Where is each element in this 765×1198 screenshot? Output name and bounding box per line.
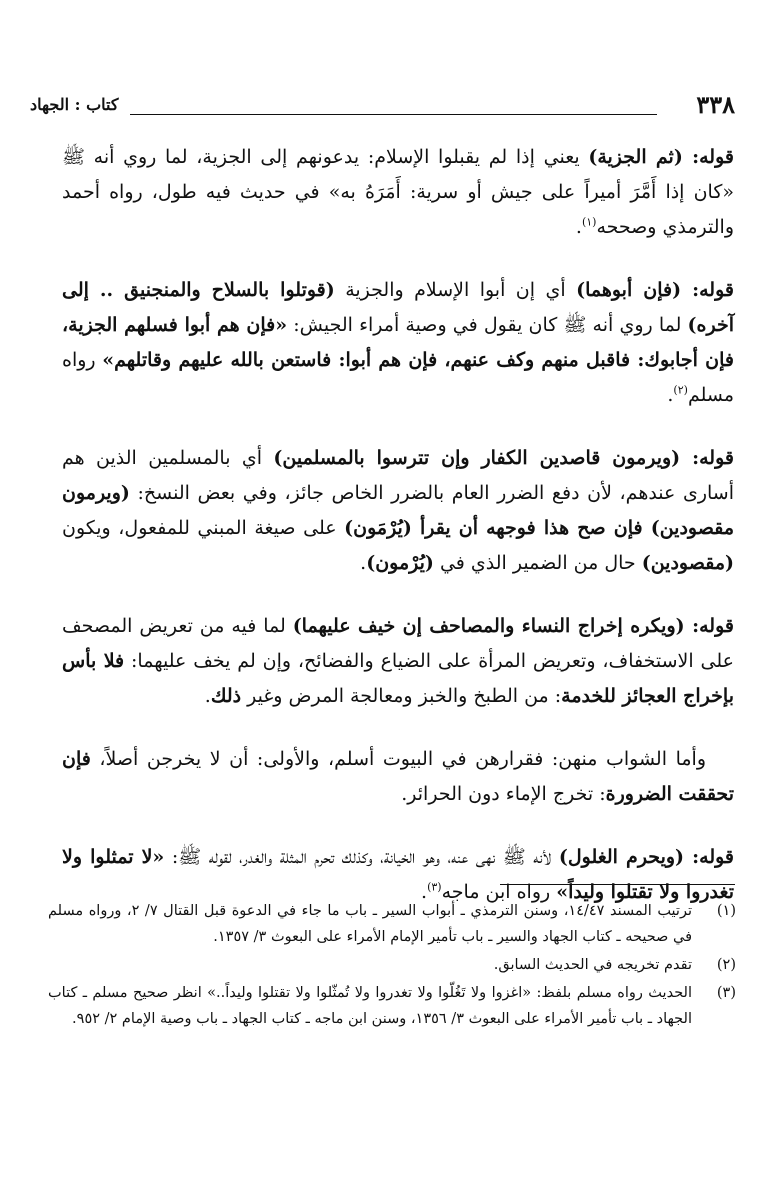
paragraph-bold: فإن تحققت الضرورة xyxy=(62,748,734,805)
paragraph-lead: قوله: (ثم الجزية) xyxy=(588,146,734,168)
main-text xyxy=(62,140,734,938)
paragraph-text: لما روي أنه ﷺ كان يقول في وصية أمراء الجيش: xyxy=(287,314,688,336)
paragraph-young-women xyxy=(62,742,734,812)
footnote-ref: (١) xyxy=(581,215,597,229)
paragraph-bold: (ويرمون مقصودين) فإن صح هذا فوجهه أن يقرأ (يُرْمَون) xyxy=(62,482,734,539)
paragraph-text: وأما الشواب منهن: فقرارهن في البيوت أسلم، والأولى: أن لا يخرجن أصلاً، xyxy=(90,748,706,770)
footnote-ref: (٢) xyxy=(673,383,688,397)
paragraph-text: أي بالمسلمين الذين هم أسارى عندهم، لأن دفع الضرر العام بالضرر الخاص جائز، وفي بعض النسخ: xyxy=(62,447,734,504)
paragraph-bold: (يُرْمون) xyxy=(366,552,434,574)
paragraph-shields xyxy=(62,441,734,581)
paragraph-lead: قوله: (فإن أبوهما) xyxy=(576,279,734,301)
paragraph-end: . xyxy=(667,384,674,406)
header-rule xyxy=(130,114,657,115)
paragraph-refusal xyxy=(62,273,734,413)
footnote-ref: (٣) xyxy=(427,880,442,894)
paragraph-text: حال من الضمير الذي في xyxy=(433,552,642,574)
paragraph-bold: (مقصودين) xyxy=(641,552,734,574)
paragraph-lead: قوله: (ويحرم الغلول) xyxy=(558,846,735,868)
paragraph-text: لأنه ﷺ نهى عنه، وهو الخيانة، وكذلك تحرم المثلة والغدر، لقوله ﷺ: xyxy=(164,846,559,868)
footnote-number: (١) xyxy=(716,903,736,919)
footnote-number: (٣) xyxy=(716,985,736,1001)
footnote-text: تقدم تخريجه في الحديث السابق. xyxy=(493,957,692,973)
footnote-item xyxy=(48,952,736,978)
footnote-text: ترتيب المسند ١٤/٤٧، وسنن الترمذي ـ أبواب السير ـ باب ما جاء في الدعوة قبل القتال ٧/ ٢، ورواه مسلم في صحيحه ـ كتاب الجهاد والسير ـ باب تأمير الإمام الأمراء على البعوث ٣/ ١٣٥٧. xyxy=(48,903,693,945)
footnote-separator xyxy=(500,884,735,885)
footnote-item xyxy=(48,898,736,950)
paragraph-bold: ذلك xyxy=(210,685,242,707)
page-number: ٣٣٨ xyxy=(696,90,735,119)
paragraph-bold: فلا بأس بإخراج العجائز للخدمة xyxy=(62,650,734,707)
paragraph-text: أي إن أبوا الإسلام والجزية xyxy=(334,279,577,301)
page-header xyxy=(30,92,735,122)
paragraph-text: على صيغة المبني للمفعول، ويكون xyxy=(62,517,345,539)
hadith-quote: «لا تمثلوا ولا تغدروا ولا تقتلوا وليداً» xyxy=(62,846,734,903)
footnote-item xyxy=(48,980,736,1032)
hadith-quote: «فإن هم أبوا فسلهم الجزية، فإن أجابوك: فاقبل منهم وكف عنهم، فإن هم أبوا: فاستعن بالله عليهم وقاتلهم» xyxy=(62,314,735,371)
paragraph-text: يعني إذا لم يقبلوا الإسلام: يدعونهم إلى الجزية، لما روي أنه ﷺ «كان إذا أَمَّرَ أميراً على جيش أو سرية: أَمَرَهُ به» في حديث فيه طول، رواه أحمد والترمذي وصححه xyxy=(62,146,734,238)
paragraph-lead: قوله: (ويرمون قاصدين الكفار وإن تترسوا بالمسلمين) xyxy=(273,447,734,469)
paragraph-jizya xyxy=(62,140,734,245)
paragraph-lead: قوله: (ويكره إخراج النساء والمصاحف إن خيف عليهما) xyxy=(292,615,734,637)
paragraph-text: رواه ابن ماجه xyxy=(441,881,557,903)
paragraph-end: . xyxy=(360,552,367,574)
paragraph-text: لما فيه من تعريض المصحف على الاستخفاف، وتعريض المرأة على الضياع والفضائح، وإن لم يخف عليهما: xyxy=(62,615,734,672)
paragraph-women-mushaf xyxy=(62,609,734,714)
footnotes xyxy=(48,898,736,1034)
footnote-number: (٢) xyxy=(716,957,736,973)
paragraph-end: . xyxy=(575,216,582,238)
footnote-text: الحديث رواه مسلم بلفظ: «اغزوا ولا تَغُلّوا ولا تغدروا ولا تُمثّلوا ولا تقتلوا وليداً..» انظر صحيح مسلم ـ كتاب الجهاد ـ باب تأمير الأمراء على البعوث ٣/ ١٣٥٦، وسنن ابن ماجه ـ كتاب الجهاد ـ باب وصية الإمام ٢/ ٩٥٢. xyxy=(48,985,692,1027)
paragraph-text: رواه مسلم xyxy=(62,349,734,406)
paragraph-bold: (قوتلوا بالسلاح والمنجنيق .. إلى آخره) xyxy=(62,279,734,336)
book-title: كتاب : الجهاد xyxy=(30,95,119,114)
paragraph-text: : تخرج الإماء دون الحرائر. xyxy=(401,783,606,805)
paragraph-end: . xyxy=(204,685,211,707)
paragraph-text: : من الطبخ والخبز ومعالجة المرض وغير xyxy=(241,685,562,707)
paragraph-end: . xyxy=(421,881,428,903)
